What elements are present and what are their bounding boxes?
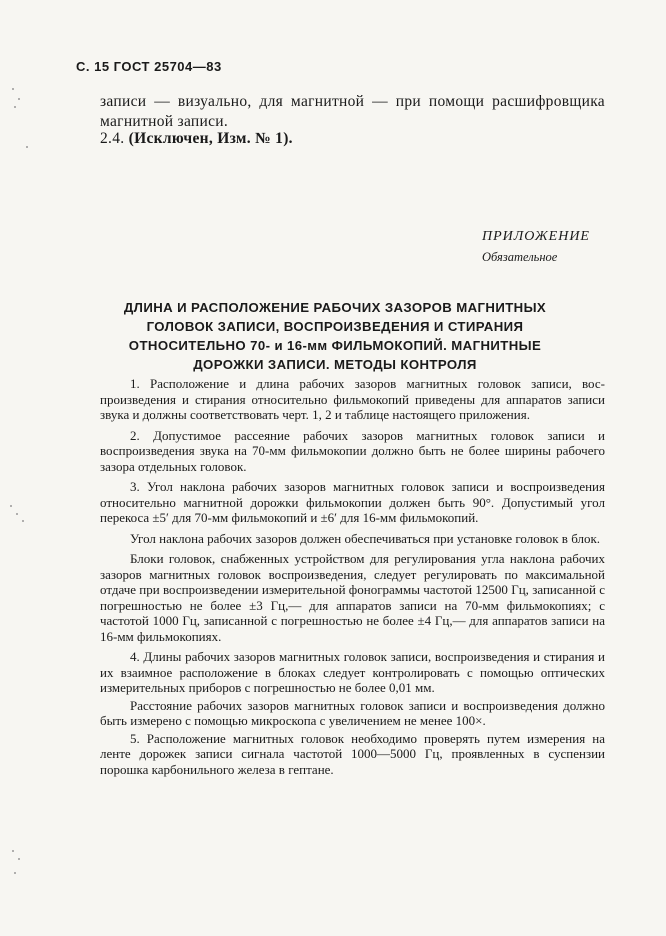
appendix-title: ДЛИНА И РАСПОЛОЖЕНИЕ РАБОЧИХ ЗАЗОРОВ МАГНИТНЫХ ГОЛОВОК ЗАПИСИ, ВОСПРОИЗВЕДЕНИЯ И СТИРАНИЯ ОТНОСИТЕЛЬНО 70- и 16-мм ФИЛЬМОКОПИЙ. МАГНИТНЫЕ ДОРОЖКИ ЗАПИСИ. МЕТОДЫ КОНТРОЛЯ [123,300,547,372]
paragraph-3: 3. Угол наклона рабочих зазоров магнитных головок записи и воспроизведения относительно магнитной дорожки фильмокопии должен быть 90°. Допустимый угол перекоса ±5′ для 70-мм фильмокопий и ±6′ для 16-мм фильмокопий. [100,479,605,525]
appendix-label: ПРИЛОЖЕНИЕ [482,229,590,244]
clause-number: 2.4. [100,130,125,147]
paragraph-3-adjustment: Блоки головок, снабженных устройством для регулирования угла наклона рабочих зазоров магнитных головок воспроизведения, следует регулировать по максимальной отдаче при воспроизведении измерительной фонограммы частотой 12500 Гц, записанной с погрешностью не более ±3 Гц,— для аппаратов записи на 70-мм фильмокопиях; с частотой 1000 Гц, записанной с погрешностью не более ±4 Гц,— для аппаратов записи на 16-мм фильмокопиях. [100,551,605,644]
appendix-status: Обязательное [482,250,558,264]
page-header: С. 15 ГОСТ 25704—83 [76,59,222,74]
excluded-clause [100,130,293,148]
paragraph-2: 2. Допустимое рассеяние рабочих зазоров магнитных головок записи и воспроизведения звука на 70-мм фильмокопии должно быть не более ширины рабочего зазора отдельных головок. [100,427,605,474]
continuation-text: записи — визуально, для магнитной — при помощи расшифровщика магнитной записи. [100,93,605,130]
paragraph-1: 1. Расположение и длина рабочих зазоров магнитных головок записи, воспроизведения и стирания относительно фильмокопий приведены для аппаратов записи звука и должны соответствовать черт. 1, 2 и таблице настоящего приложения. [100,376,605,422]
appendix-body [100,376,605,782]
scan-specks [0,0,40,936]
paragraph-4: 4. Длины рабочих зазоров магнитных головок записи, воспроизведения и стирания и их взаимное расположение в блоках следует контролировать с помощью оптических измерительных приборов с погрешностью не более 0,01 мм. [100,649,605,695]
paragraph-3-gap-angle: Угол наклона рабочих зазоров должен обеспечиваться при установке головок в блок. [130,530,601,546]
clause-text: (Исключен, Изм. № 1). [128,130,293,147]
paragraph-5: 5. Расположение магнитных головок необходимо проверять путем измерения на ленте дорожек записи сигнала частотой 1000—5000 Гц, проявленных в суспензии порошка карбонильного железа в гептане. [100,730,605,777]
paragraph-4-distance: Расстояние рабочих зазоров магнитных головок записи и воспроизведения должно быть измерено с помощью микроскопа с увеличением не менее 100×. [100,697,605,728]
